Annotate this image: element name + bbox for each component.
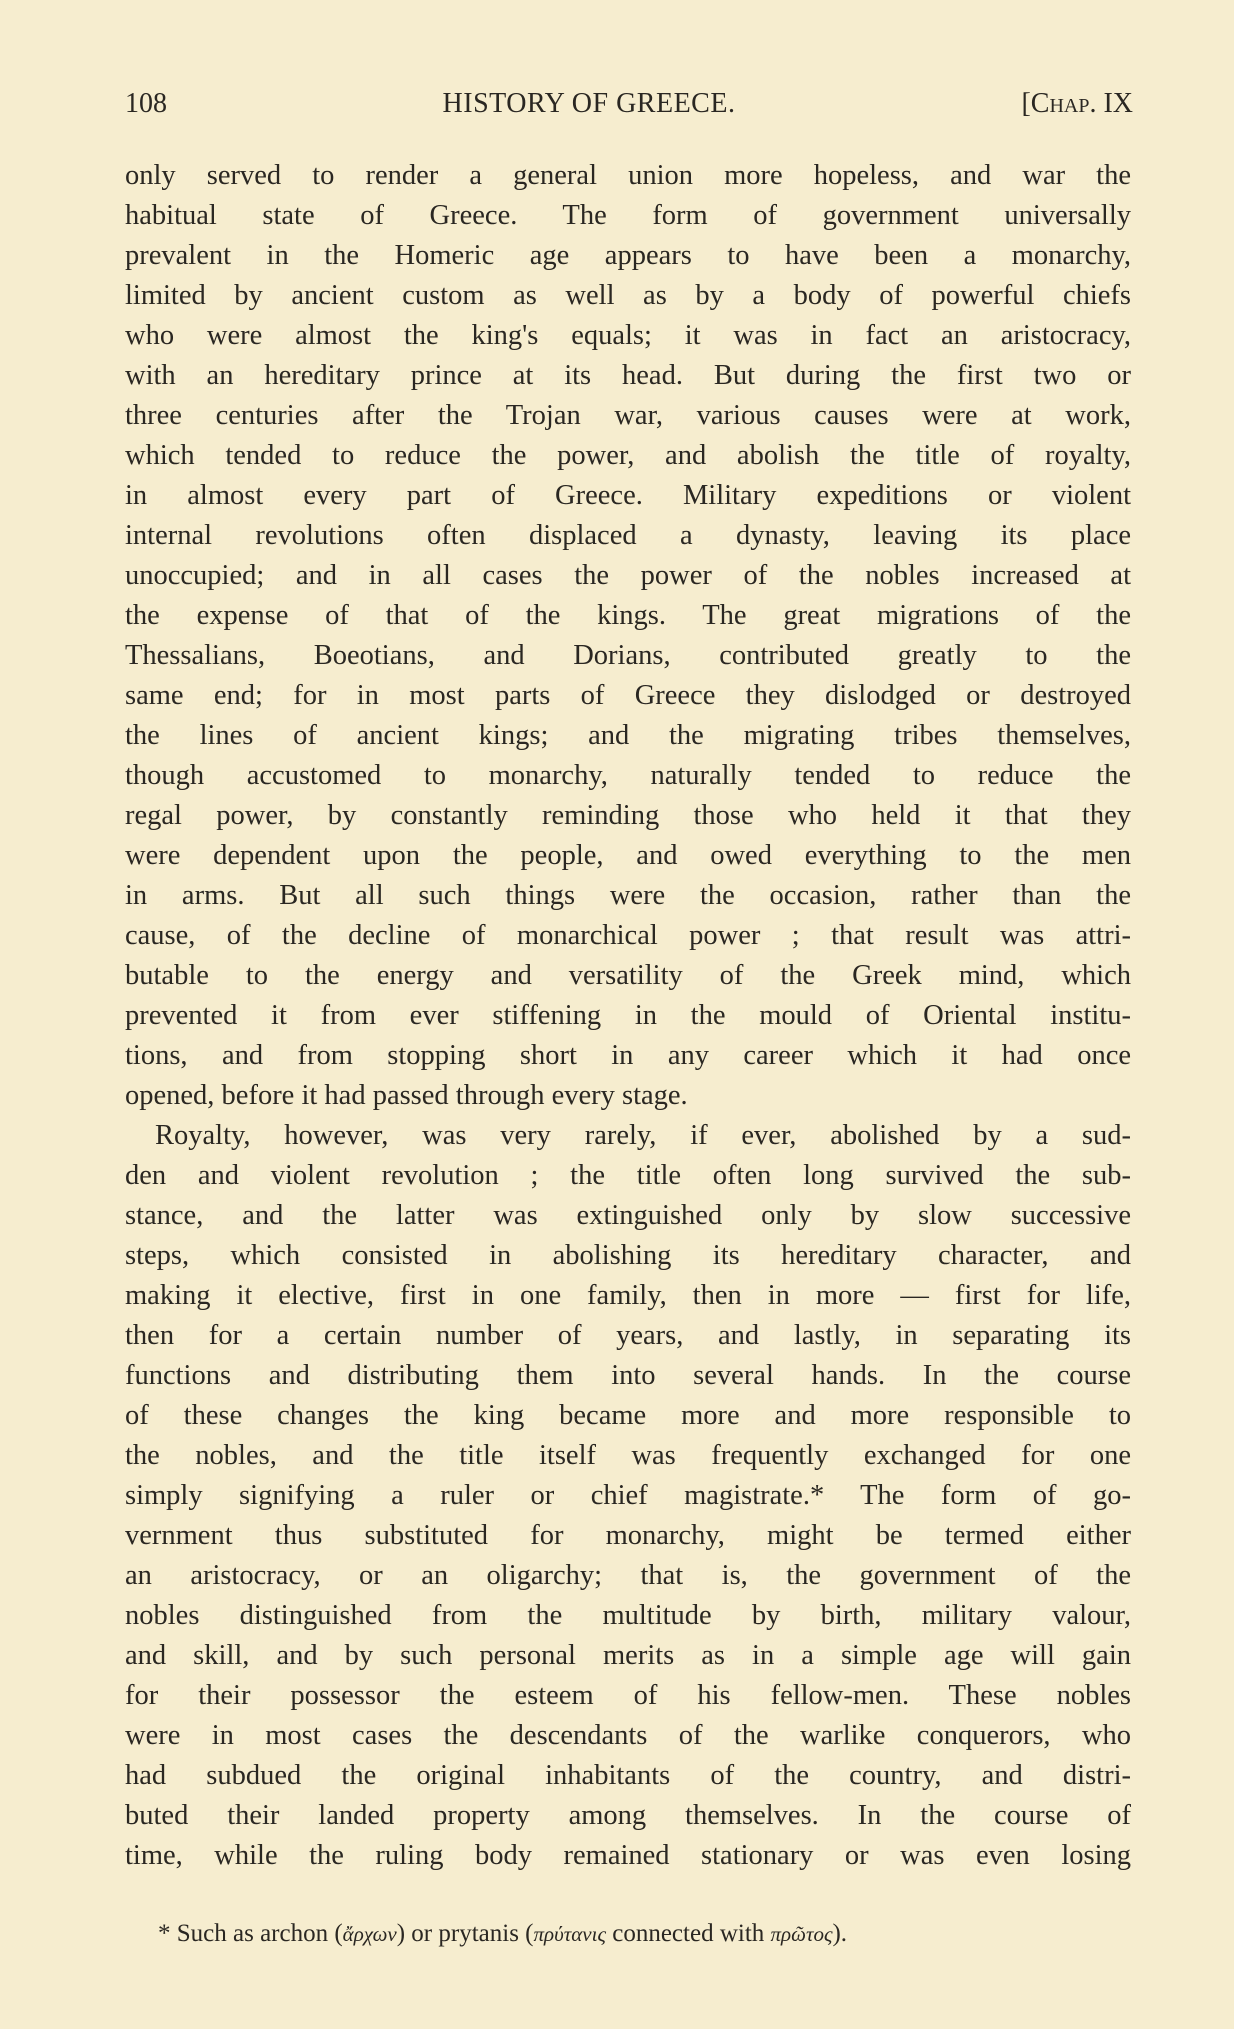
text-line: opened, before it had passed through every stage. (125, 1080, 688, 1111)
text-line: though accustomed to monarchy, naturally tended to reduce the (125, 760, 1131, 791)
text-line: simply signifying a ruler or chief magistrate.* The form of go- (125, 1480, 1131, 1511)
text-line: making it elective, first in one family, then in more — first for life, (125, 1280, 1131, 1311)
text-line: in almost every part of Greece. Military expeditions or violent (125, 480, 1131, 511)
text-line: buted their landed property among themselves. In the course of (125, 1800, 1131, 1831)
greek-word: πρῶτος (770, 1922, 833, 1946)
text-line: which tended to reduce the power, and abolish the title of royalty, (125, 440, 1131, 471)
text-line: the expense of that of the kings. The great migrations of the (125, 600, 1131, 631)
text-line: Thessalians, Boeotians, and Dorians, contributed greatly to the (125, 640, 1131, 671)
running-header (125, 88, 1133, 128)
footnote-text: ). (832, 1920, 848, 1947)
text-line: the nobles, and the title itself was frequently exchanged for one (125, 1440, 1131, 1471)
text-line: den and violent revolution ; the title often long survived the sub- (125, 1160, 1131, 1191)
text-line: an aristocracy, or an oligarchy; that is, the government of the (125, 1560, 1131, 1591)
text-line: who were almost the king's equals; it was in fact an aristocracy, (125, 320, 1131, 351)
text-line: vernment thus substituted for monarchy, might be termed either (125, 1520, 1131, 1551)
text-line: were in most cases the descendants of the warlike conquerors, who (125, 1720, 1131, 1751)
text-line: cause, of the decline of monarchical power ; that result was attri- (125, 920, 1131, 951)
page-number: 108 (125, 88, 167, 119)
text-line: internal revolutions often displaced a dynasty, leaving its place (125, 520, 1131, 551)
footnote (158, 1914, 1108, 1954)
footnote-text: * Such as archon ( (158, 1920, 343, 1947)
text-line: only served to render a general union more hopeless, and war the (125, 160, 1131, 191)
text-line: tions, and from stopping short in any career which it had once (125, 1040, 1131, 1071)
text-line: functions and distributing them into several hands. In the course (125, 1360, 1131, 1391)
running-title: HISTORY OF GREECE. (442, 88, 736, 119)
text-line: for their possessor the esteem of his fellow-men. These nobles (125, 1680, 1131, 1711)
text-line: time, while the ruling body remained stationary or was even losing (125, 1840, 1131, 1871)
footnote-text: ) or prytanis ( (396, 1920, 534, 1947)
text-line: prevalent in the Homeric age appears to have been a monarchy, (125, 240, 1131, 271)
text-line: then for a certain number of years, and lastly, in separating its (125, 1320, 1131, 1351)
text-line: habitual state of Greece. The form of government universally (125, 200, 1131, 231)
text-line: in arms. But all such things were the occasion, rather than the (125, 880, 1131, 911)
footnote-text: connected with (605, 1920, 771, 1947)
text-line: same end; for in most parts of Greece they dislodged or destroyed (125, 680, 1131, 711)
greek-word: πρύτανις (533, 1922, 606, 1946)
text-line: Royalty, however, was very rarely, if ever, abolished by a sud- (155, 1120, 1131, 1151)
text-line: the lines of ancient kings; and the migrating tribes themselves, (125, 720, 1131, 751)
text-line: limited by ancient custom as well as by a body of powerful chiefs (125, 280, 1131, 311)
body-text (125, 156, 1131, 1876)
text-line: were dependent upon the people, and owed everything to the men (125, 840, 1131, 871)
text-line: stance, and the latter was extinguished only by slow successive (125, 1200, 1131, 1231)
text-line: nobles distinguished from the multitude by birth, military valour, (125, 1600, 1131, 1631)
text-line: prevented it from ever stiffening in the mould of Oriental institu- (125, 1000, 1131, 1031)
text-line: and skill, and by such personal merits as in a simple age will gain (125, 1640, 1131, 1671)
text-line: had subdued the original inhabitants of the country, and distri- (125, 1760, 1131, 1791)
text-line: of these changes the king became more and more responsible to (125, 1400, 1131, 1431)
text-line: regal power, by constantly reminding those who held it that they (125, 800, 1131, 831)
text-line: steps, which consisted in abolishing its hereditary character, and (125, 1240, 1131, 1271)
chapter-label: [Chap. IX (1021, 88, 1133, 119)
text-line: butable to the energy and versatility of the Greek mind, which (125, 960, 1131, 991)
text-line: unoccupied; and in all cases the power of the nobles increased at (125, 560, 1131, 591)
text-line: with an hereditary prince at its head. But during the first two or (125, 360, 1131, 391)
greek-word: ἄρχων (342, 1922, 397, 1946)
text-line: three centuries after the Trojan war, various causes were at work, (125, 400, 1131, 431)
